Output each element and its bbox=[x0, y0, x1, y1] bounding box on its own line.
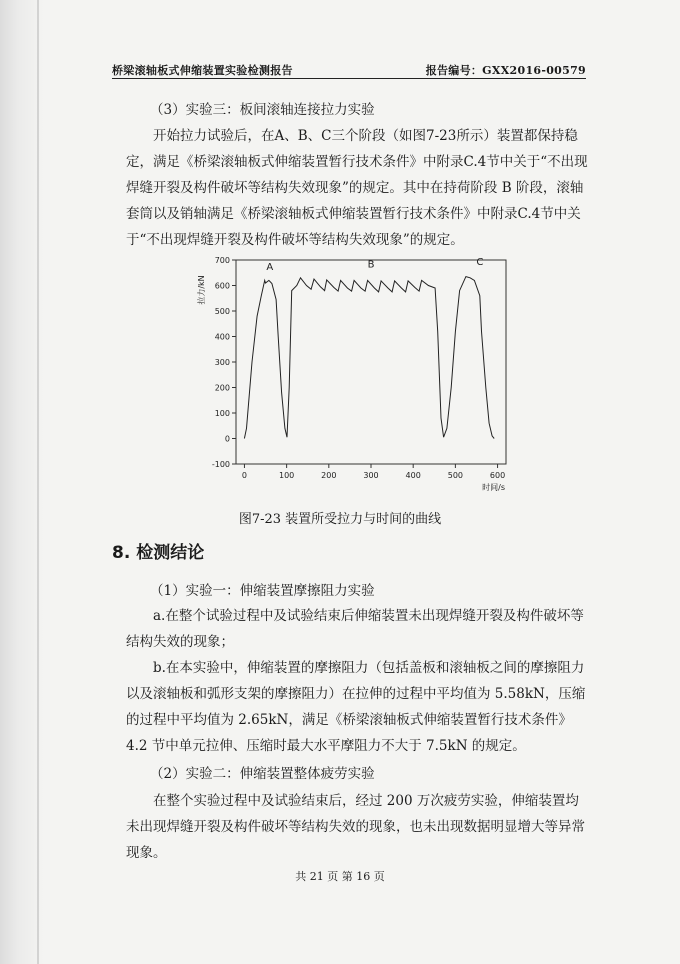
header-divider bbox=[112, 78, 586, 79]
annotation-A: A bbox=[266, 262, 274, 274]
section-8-heading: 8. 检测结论 bbox=[112, 543, 205, 563]
experiment2-paragraph: 在整个实验过程中及试验结束后，经过 200 万次疲劳实验，伸缩装置均未出现焊缝开裂及构件破坏等结构失效的现象，也未出现数据明显增大等异常现象。 bbox=[126, 793, 585, 861]
experiment2-heading: （2）实验二：伸缩装置整体疲劳实验 bbox=[150, 766, 375, 782]
y-tick-label: 600 bbox=[214, 281, 230, 291]
y-tick-label: 500 bbox=[214, 307, 230, 316]
y-tick-label: 100 bbox=[214, 409, 230, 418]
experiment1-heading: （1）实验一：伸缩装置摩擦阻力实验 bbox=[150, 583, 375, 599]
y-tick-label: -100 bbox=[211, 460, 230, 469]
scan-fold-line bbox=[37, 0, 39, 964]
x-tick-label: 500 bbox=[447, 471, 464, 480]
y-axis-label: 拉力/kN bbox=[197, 275, 206, 305]
x-tick-label: 300 bbox=[363, 471, 379, 480]
x-tick-label: 100 bbox=[278, 471, 295, 480]
x-tick-label: 400 bbox=[405, 471, 421, 480]
series-line bbox=[244, 277, 494, 439]
force-time-chart bbox=[190, 254, 520, 500]
experiment3-heading: （3）实验三：板间滚轴连接拉力实验 bbox=[150, 102, 375, 118]
page-footer: 共 21 页 第 16 页 bbox=[295, 870, 385, 883]
experiment3-paragraph: 开始拉力试验后，在A、B、C三个阶段（如图7-23所示）装置都保持稳定，满足《桥梁滚轴板式伸缩装置暂行技术条件》中附录C.4节中关于“不出现焊缝开裂及构件破坏等结构失效现象”的规定。其中在持荷阶段 B 阶段，滚轴套筒以及销轴满足《桥梁滚轴板式伸缩装置暂行技术条件》中附录C.4节中关于“不出现焊缝开裂及构件破坏等结构失效现象”的规定。 bbox=[126, 128, 588, 248]
annotation-B: B bbox=[367, 259, 375, 271]
figure-caption: 图7-23 装置所受拉力与时间的曲线 bbox=[238, 512, 442, 527]
experiment1-item-a: a.在整个试验过程中及试验结束后伸缩装置未出现焊缝开裂及构件破坏等结构失效的现象； bbox=[126, 608, 584, 650]
y-tick-label: 0 bbox=[224, 434, 230, 444]
report-title: 桥梁滚轴板式伸缩装置实验检测报告 bbox=[112, 64, 293, 77]
y-tick-label: 400 bbox=[214, 332, 230, 342]
plot-frame bbox=[236, 260, 506, 464]
x-axis-label: 时间/s bbox=[482, 483, 505, 492]
x-tick-label: 0 bbox=[241, 471, 247, 480]
x-tick-label: 200 bbox=[321, 471, 337, 480]
experiment1-item-b: b.在本实验中，伸缩装置的摩擦阻力（包括盖板和滚轴板之间的摩擦阻力以及滚轴板和弧形支架的摩擦阻力）在拉伸的过程中平均值为 5.58kN，压缩的过程中平均值为 2.65kN，满足《桥梁滚轴板式伸缩装置暂行技术条件》 4.2 节中单元拉伸、压缩时最大水平摩阻力不大于 7.5kN 的规定。 bbox=[126, 660, 586, 754]
chart-svg bbox=[190, 254, 520, 500]
annotation-C: C bbox=[476, 257, 484, 269]
x-tick-label: 600 bbox=[489, 471, 506, 480]
y-tick-label: 300 bbox=[214, 358, 230, 367]
page-header bbox=[112, 60, 586, 78]
y-tick-label: 200 bbox=[214, 383, 230, 393]
y-tick-label: 700 bbox=[214, 256, 230, 265]
report-number: 报告编号：GXX2016-00579 bbox=[425, 64, 586, 77]
